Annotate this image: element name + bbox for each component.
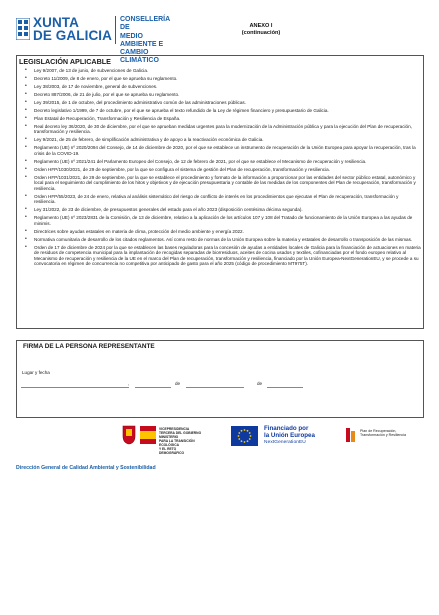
eu-flag-icon	[231, 426, 258, 446]
logo-divider	[115, 16, 116, 44]
legislation-item-text: Orden HFP/1030/2021, de 29 de septiembre, por la que se configura el sistema de gestión del Plan de recuperación, transformación y resiliencia.	[34, 166, 330, 172]
bullet-icon: •	[25, 235, 27, 242]
legislation-item	[25, 100, 421, 105]
legislation-item	[25, 215, 421, 226]
bullet-icon: •	[25, 227, 27, 234]
legislation-item	[25, 194, 421, 205]
place-date-label: Lugar y fecha	[22, 370, 50, 375]
bullet-icon: •	[25, 144, 27, 151]
bullet-icon: •	[25, 107, 27, 113]
year-field[interactable]	[267, 379, 303, 388]
bullet-icon: •	[25, 123, 27, 129]
footer-department: Dirección General de Calidad Ambiental y Sostenibilidad	[16, 465, 156, 471]
bullet-icon: •	[25, 91, 27, 97]
legislation-list	[25, 68, 421, 269]
eu-funding-logo	[231, 426, 341, 446]
legislation-item	[25, 145, 421, 156]
legislation-item-text: Ley 31/2022, de 23 de diciembre, de presupuestos generales del estado para el año 2023 (disposición centésima décima segunda).	[34, 207, 303, 213]
month-field[interactable]	[186, 379, 244, 388]
legislation-item-text: Reglamento (UE) nº 2021/241 del Parlamento Europeo del Consejo, de 12 de febrero de 2021, por el que se establece el Mecanismo de recuperación y resiliencia.	[34, 158, 367, 164]
bullet-icon: •	[25, 206, 27, 213]
coat-of-arms-icon	[122, 425, 136, 445]
legislation-item	[25, 229, 421, 234]
recovery-plan-text: Plan de Recuperación, Transformación y Resiliencia	[360, 429, 407, 438]
legislation-item-text: Reglamento (UE) nº 2020/2094 del Consejo, de 14 de diciembre de 2020, por el que se establece un instrumento de recuperación de la Unión Europea para apoyar la recuperación, tras la crisis de la COVID-19.	[34, 145, 416, 156]
legislation-item	[25, 68, 421, 73]
legislation-item-text: Ley 9/2021, de 25 de febrero, de simplificación administrativa y de apoyo a la reactivación económica de Galicia.	[34, 137, 264, 143]
legislation-item	[25, 167, 421, 172]
bullet-icon: •	[25, 136, 27, 143]
funding-logos	[16, 422, 424, 455]
signature-section	[16, 340, 424, 418]
legislation-item-text: Ley 39/2015, de 1 de octubre, del procedimiento administrativo común de las administraciones públicas.	[34, 100, 246, 105]
de-label-1: de	[175, 381, 181, 386]
legislation-item	[25, 207, 421, 212]
gobierno-text: VICEPRESIDENCIA TERCERA DEL GOBIERNO MINISTERIO PARA LA TRANSICIÓN ECOLÓGICA Y EL RETO DEMOGRÁFICO	[159, 427, 202, 455]
legislation-item-text: Orden HFP/1031/2021, de 29 de septiembre, por la que se establece el procedimiento y formato de la información a proporcionar por las entidades del sector público estatal, autonómico y local para el seguimiento del cumplimiento de los hitos y objetivos y de ejecución presupuestaria y contable de las medidas de los componentes del Plan de recuperación, transformación y resiliencia.	[34, 174, 416, 191]
legislation-item-text: Decreto 11/2009, de 8 de enero, por el que se aprueba su reglamento.	[34, 76, 178, 81]
annex-title: ANEXO I	[249, 23, 273, 29]
legislation-item	[25, 116, 421, 121]
recovery-plan-logo	[346, 426, 424, 446]
bullet-icon: •	[25, 83, 27, 89]
legislation-item-text: Plan Estatal de Recuperación, Transformación y Resiliencia de España.	[34, 116, 181, 121]
signature-title: FIRMA DE LA PERSONA REPRESENTANTE	[23, 343, 155, 350]
comma-separator: ,	[128, 381, 130, 386]
conselleria-name: CONSELLERÍA DE MEDIO AMBIENTE E CAMBIO CLIMÁTICO	[120, 16, 170, 65]
legislation-item-text: Orden HFP/55/2023, de 24 de enero, relativa al análisis sistemático del riesgo de conflicto de interés en los procedimientos que ejecutan el Plan de recuperación, transformación y resiliencia.	[34, 193, 399, 205]
bullet-icon: •	[25, 165, 27, 172]
legislation-item	[25, 245, 421, 267]
place-field[interactable]	[21, 379, 129, 388]
bullet-icon: •	[25, 75, 27, 81]
legislation-item-text: Real decreto ley 36/2020, de 30 de diciembre, por el que se aprueban medidas urgentes para la modernización de la Administración pública y para la ejecución del Plan de recuperación, transformación y resiliencia.	[34, 124, 412, 135]
recovery-plan-icon	[346, 428, 357, 442]
legislation-item-text: Orden de 17 de diciembre de 2024 por la que se establecen las bases reguladoras para la concesión de ayudas a entidades locales de Galicia para la financiación de actuaciones en materia de residuos de competencia municipal para la implantación de recogidas separadas de biorresiduos, aceites de cocina usados y textiles, cofinanciadas por el fondo europeo relativo al Mecanismo de recuperación y resiliencia de la UE en el marco del Plan de recuperación, transformación y resiliencia, financiado por la Unión Europea-NextGenerationEU, y se procede a su convocatoria en régimen de concurrencia no competitiva por anticipado de gasto para el año 2025 (código de procedimiento MT975T).	[34, 244, 421, 267]
bullet-icon: •	[25, 192, 27, 199]
legislation-item	[25, 84, 421, 89]
legislation-item-text: Decreto legislativo 1/1999, de 7 de octubre, por el que se aprueba el texto refundido de la Ley de régimen financiero y presupuestario de Galicia.	[34, 108, 329, 113]
bullet-icon: •	[25, 214, 27, 221]
day-field[interactable]	[135, 379, 171, 388]
bullet-icon: •	[25, 67, 27, 73]
legislation-item	[25, 237, 421, 242]
spain-flag-icon	[140, 426, 156, 444]
bullet-icon: •	[25, 115, 27, 121]
xunta-name: XUNTA DE GALICIA	[33, 15, 113, 43]
legislation-item-text: Reglamento (UE) nº 2023/2831 de la Comisión, de 13 de diciembre, relativo a la aplicación de los artículos 107 y 108 del Tratado de funcionamiento de la Unión Europea a las ayudas de minimis.	[34, 215, 413, 226]
legislation-item-text: Ley 9/2007, de 13 de junio, de subvenciones de Galicia.	[34, 68, 149, 73]
next-generation-text: NextGenerationEU	[264, 440, 306, 445]
bullet-icon: •	[25, 157, 27, 164]
de-label-2: de	[257, 381, 263, 386]
legislation-item-text: Decreto 887/2006, de 21 de julio, por el que se aprueba su reglamento.	[34, 92, 180, 97]
eu-funding-text: Financiado por la Unión Europea	[264, 425, 315, 439]
legislation-item	[25, 137, 421, 142]
bullet-icon: •	[25, 173, 27, 180]
legislation-item-text: Normativa comunitaria de desarrollo de los citados reglamentos. Así como resto de normas de la Unión Europea sobre la materia y estatales de desarrollo o transposición de las mismas.	[34, 236, 413, 242]
legislation-item-text: Ley 38/2003, de 17 de noviembre, general de subvenciones.	[34, 84, 158, 89]
xunta-emblem-icon	[16, 18, 30, 40]
bullet-icon: •	[25, 243, 27, 250]
legislation-item	[25, 175, 421, 191]
annex-heading	[206, 23, 316, 37]
legislation-item	[25, 76, 421, 81]
legislation-item-text: Directrices sobre ayudas estatales en materia de clima, protección del medio ambiente y energía 2022.	[34, 228, 244, 234]
legislation-item	[25, 124, 421, 135]
legislation-item	[25, 159, 421, 164]
gobierno-logo	[122, 425, 202, 455]
legislation-title: LEGISLACIÓN APLICABLE	[19, 57, 111, 66]
legislation-item	[25, 108, 421, 113]
legislation-section	[16, 55, 424, 329]
legislation-item	[25, 92, 421, 97]
annex-subtitle: (continuación)	[241, 30, 281, 36]
bullet-icon: •	[25, 99, 27, 105]
